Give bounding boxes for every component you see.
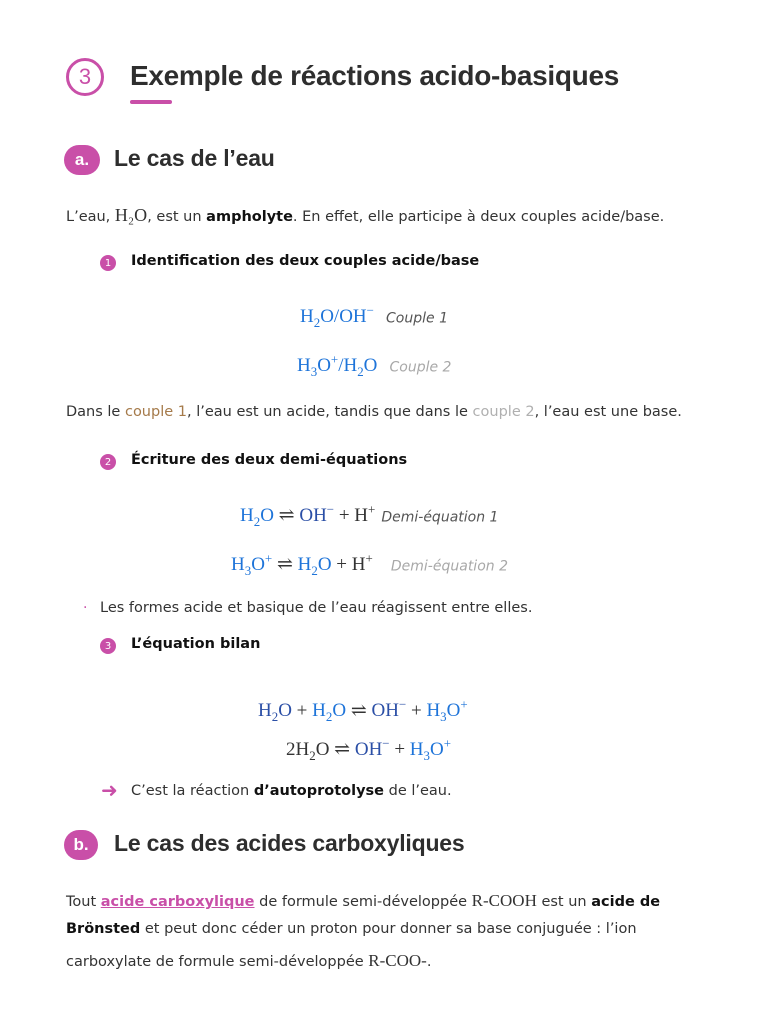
bilan-equation-1: $H_2O + H_2O$ ⇌ $OH^- + H_3O^+$	[258, 697, 468, 725]
step-1-badge: 1	[100, 255, 116, 271]
bullet-text: Les formes acide et basique de l’eau réagissent entre elles.	[100, 600, 533, 616]
demi-equation-1: $H_2O$ ⇌ OH− + H+ Demi-équation 1	[240, 502, 499, 530]
conclusion-text: C’est la réaction d’autoprotolyse de l’eau.	[131, 783, 452, 799]
intro-paragraph: L’eau, H₂O, est un ampholyte. En effet, elle participe à deux couples acide/base.	[66, 205, 665, 225]
step-1-title: Identification des deux couples acide/base	[131, 253, 480, 269]
acide-carboxylique-link[interactable]: acide carboxylique	[100, 894, 255, 910]
bilan-equation-2: $2H_2O$ ⇌ $OH^- + H_3O^+$	[286, 736, 451, 764]
subsection-b-title: Le cas des acides carboxyliques	[114, 830, 465, 856]
step-2-badge: 2	[100, 454, 116, 470]
carbox-line-2: Brönsted et peut donc céder un proton pour donner sa base conjuguée : l’ion	[66, 921, 637, 937]
couples-sentence: Dans le couple 1, l’eau est un acide, tandis que dans le couple 2, l’eau est une base.	[66, 404, 682, 420]
section-number: 3	[66, 58, 104, 96]
arrow-right-icon: ➜	[101, 778, 118, 802]
couple-1-equation: $H_2O/OH^-$ Couple 1	[300, 303, 448, 331]
step-3-title: L’équation bilan	[131, 636, 261, 652]
step-3-badge: 3	[100, 638, 116, 654]
title-underline	[130, 100, 172, 104]
carbox-line-3: carboxylate de formule semi-développée R-COO-.	[66, 951, 432, 970]
demi-equation-2: $H_3O^+$ ⇌ $H_2O + H^+$ Demi-équation 2	[231, 551, 508, 579]
section-title: Exemple de réactions acido-basiques	[130, 60, 620, 91]
subsection-a-title: Le cas de l’eau	[114, 145, 275, 171]
carbox-line-1: Tout acide carboxylique de formule semi-développée R-COOH est un acide de	[66, 891, 661, 910]
subsection-a-badge: a.	[64, 145, 100, 175]
couple-2-equation: $H_3O^+/H_2O$ Couple 2	[297, 352, 452, 380]
step-2-title: Écriture des deux demi-équations	[131, 452, 408, 468]
subsection-b-badge: b.	[64, 830, 98, 860]
bullet-marker: ·	[83, 600, 88, 616]
